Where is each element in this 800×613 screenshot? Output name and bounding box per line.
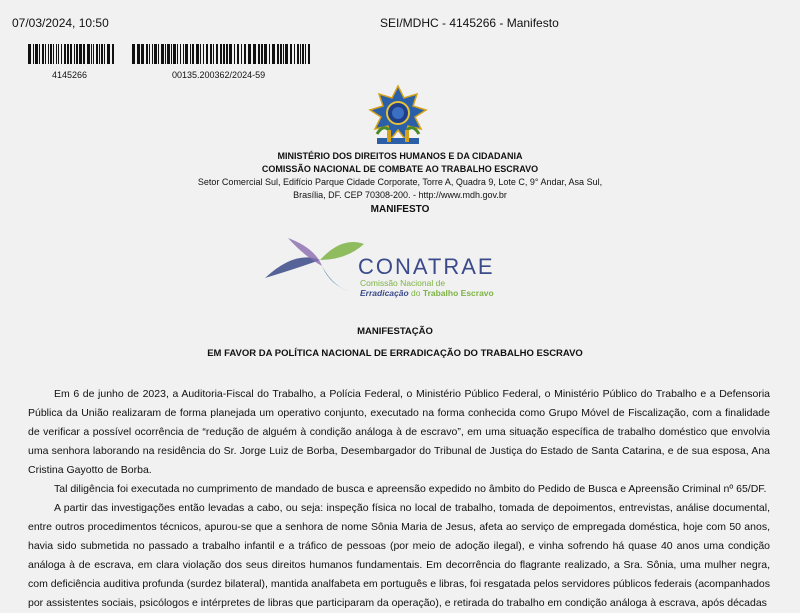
logo-subtitle-1: Comissão Nacional de [360,278,446,288]
title-line-2: EM FAVOR DA POLÍTICA NACIONAL DE ERRADICAÇÃO DO TRABALHO ESCRAVO [207,348,583,359]
address-line-1: Setor Comercial Sul, Edifício Parque Cidade Corporate, Torre A, Quadra 9, Lote C, 9° Andar, Asa Sul, [197,177,603,187]
document-type: MANIFESTO [370,204,430,215]
address-line-2: Brasília, DF. CEP 70308-200. - http://www.mdh.gov.br [293,190,507,200]
logo-subtitle-do: do [408,288,423,298]
document-reference: SEI/MDHC - 4145266 - Manifesto [380,16,559,30]
body-text [28,385,770,613]
logo-name: CONATRAE [358,254,495,279]
conatrae-logo [260,230,550,302]
barcode-left-number: 4145266 [52,70,88,80]
logo-subtitle-em1: Erradicação [360,288,409,298]
logo-subtitle-2 [360,288,494,298]
barcode-left [28,44,114,64]
paragraph-1: Em 6 de junho de 2023, a Auditoria-Fiscal do Trabalho, a Polícia Federal, o Ministério Público Federal, o Ministério Público do Trabalho e a Defensoria Pública da União realizaram de forma planejada um operativo conjunto, executado na forma conhecida como Grupo Móvel de Fiscalização, com a finalidade de verificar a possível ocorrência de “redução de alguém à condição análoga à de escravo”, em uma situação específica de trabalho doméstico que envolvia uma senhora laborando na residência do Sr. Jorge Luiz de Borba, Desembargador do Tribunal de Justiça do Estado de Santa Catarina, e de sua esposa, Ana Cristina Gayotto de Borba. [28,388,770,476]
coat-of-arms-icon [363,84,433,148]
paragraph-2: Tal diligência foi executada no cumprimento de mandado de busca e apreensão expedido no âmbito do Pedido de Busca e Apreensão Criminal nº 65/DF. [54,483,767,495]
logo-subtitle-em2: Trabalho Escravo [422,288,494,298]
barcode-right-number: 00135.200362/2024-59 [172,70,266,80]
print-datetime: 07/03/2024, 10:50 [12,16,109,30]
barcode-right [132,44,310,64]
title-line-1: MANIFESTAÇÃO [357,326,433,337]
commission-name: COMISSÃO NACIONAL DE COMBATE AO TRABALHO ESCRAVO [261,164,539,174]
ministry-name: MINISTÉRIO DOS DIREITOS HUMANOS E DA CIDADANIA [277,151,523,161]
paragraph-3: A partir das investigações então levadas a cabo, ou seja: inspeção física no local de trabalho, tomada de depoimentos, entrevistas, análise documental, entre outros procedimentos técnicos, apurou-se que a senhora de nome Sônia Maria de Jesus, afeta ao serviço de empregada doméstica, hoje com 50 anos, havia sido submetida no passado a trabalho infantil e a tráfico de pessoas (por meio de adoção ilegal), e vinha sofrendo há quase 40 anos uma condição análoga à de escrava, em clara violação dos seus direitos humanos fundamentais. Em decorrência do flagrante realizado, a Sra. Sônia, uma mulher negra, com deficiência auditiva profunda (surdez bilateral), mantida analfabeta em português e libras, foi resgatada pelos servidores públicos federais (acompanhados por assistentes sociais, psicólogos e intérpretes de libras que participaram da operação), e retirada do trabalho em condição análoga à escrava, após décadas [28,502,770,609]
